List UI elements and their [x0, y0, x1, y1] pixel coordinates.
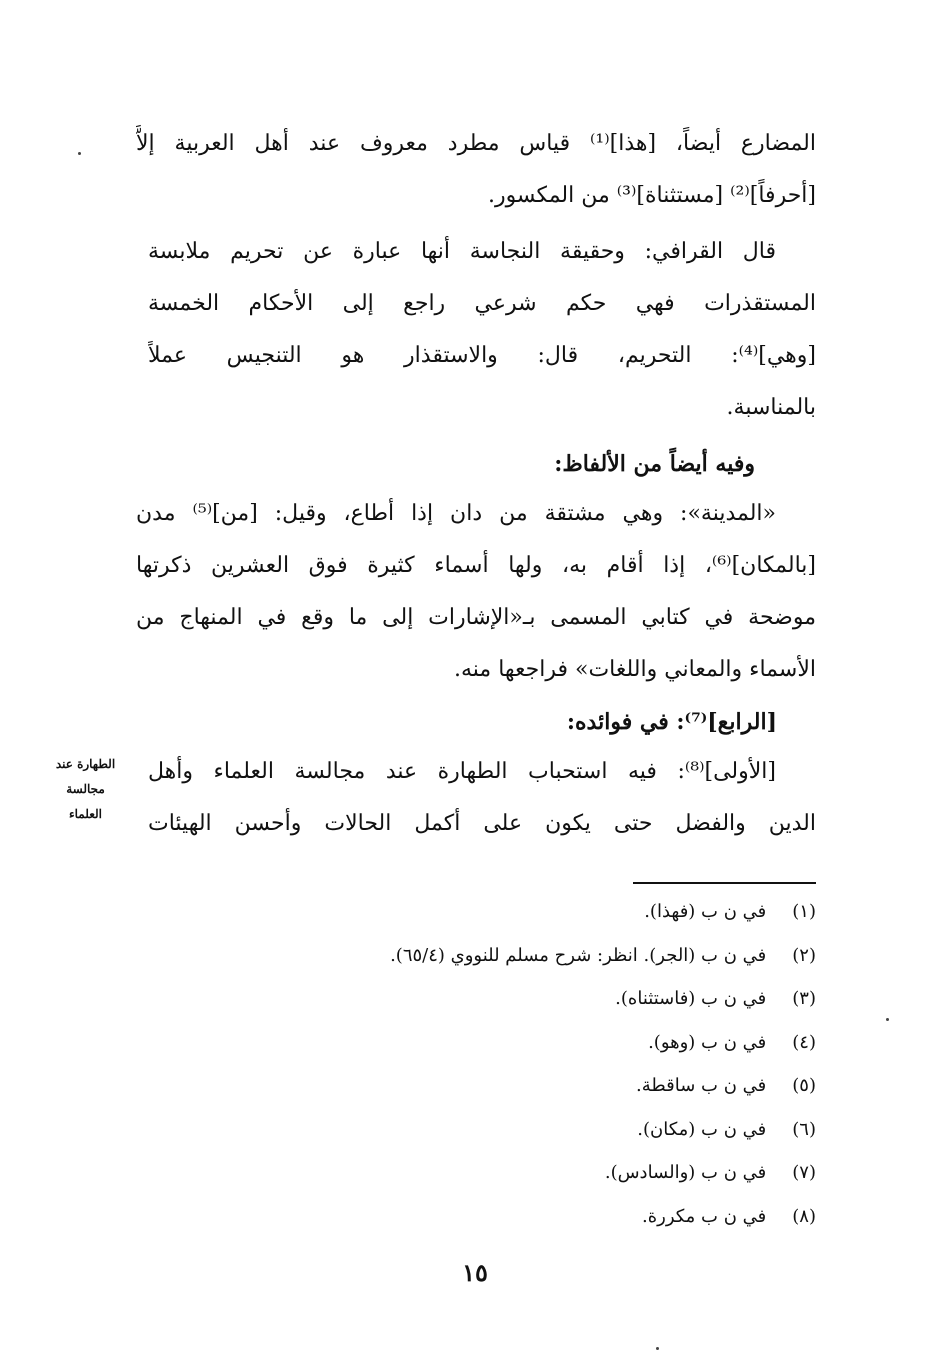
body-line: موضحة في كتابي المسمى بـ«الإشارات إلى ما وقع في المنهاج من [136, 605, 816, 630]
footnote-number: (٥) [792, 1075, 816, 1096]
margin-note-line: مجالسة [66, 782, 105, 796]
footnote-number: (١) [792, 901, 816, 922]
body-line: بالمناسبة. [726, 395, 816, 420]
paragraph-first-benefit [148, 746, 816, 850]
scan-speck [656, 1347, 659, 1350]
footnote-text: في ن ب (وهو). [648, 1031, 767, 1053]
footnote-item [390, 934, 816, 978]
footnote-item [390, 1195, 816, 1239]
footnote-item [390, 977, 816, 1021]
body-line: [أحرفاً]⁽²⁾ [مستثناة]⁽³⁾ من المكسور. [487, 183, 816, 208]
footnote-item [390, 1108, 816, 1152]
footnote-item [390, 1064, 816, 1108]
footnote-text: في ن ب (مكان). [637, 1118, 767, 1140]
body-line: قال القرافي: وحقيقة النجاسة أنها عبارة عن تحريم ملابسة [148, 239, 776, 264]
heading-text: [الرابع]⁽⁷⁾: في فوائده: [566, 709, 777, 735]
paragraph-plural-rule [136, 118, 816, 222]
footnote-number: (٦) [792, 1118, 816, 1140]
body-line: [وهي]⁽⁴⁾: التحريم، قال: والاستقذار هو التنجيس عملاً [148, 343, 816, 368]
body-line: «المدينة»: وهي مشتقة من دان إذا أطاع، وقيل: [من]⁽⁵⁾ مدن [136, 501, 776, 526]
footnote-text: في ن ب (فاستثناه). [615, 988, 767, 1009]
footnote-text: في ن ب (الجر). انظر: شرح مسلم للنووي (٦٥/٤). [390, 944, 767, 966]
footnotes [390, 890, 816, 1238]
body-line: المضارع أيضاً، [هذا]⁽¹⁾ قياس مطرد معروف عند أهل العربية إلاَّ [136, 131, 816, 156]
body-line: [الأولى]⁽⁸⁾: فيه استحباب الطهارة عند مجالسة العلماء وأهل [148, 759, 776, 784]
footnote-text: في ن ب ساقطة. [636, 1075, 767, 1096]
scan-speck [78, 152, 81, 155]
footnote-text: في ن ب (فهذا). [644, 901, 767, 922]
footnote-item [390, 890, 816, 934]
page-number: ١٥ [462, 1258, 488, 1287]
footnote-separator [633, 882, 816, 884]
margin-note-line: الطهارة عند [55, 757, 116, 771]
footnote-item [390, 1021, 816, 1065]
paragraph-qarafi [148, 226, 816, 434]
body-line: الأسماء والمعاني واللغات» فراجعها منه. [453, 657, 816, 682]
margin-note-line: العلماء [69, 807, 102, 821]
footnote-number: (٨) [792, 1205, 816, 1227]
margin-note [38, 752, 133, 827]
heading-text: وفيه أيضاً من الألفاظ: [554, 451, 755, 477]
body-line: [بالمكان]⁽⁶⁾، إذا أقام به، ولها أسماء كثيرة فوق العشرين ذكرتها [136, 553, 816, 578]
footnote-number: (٧) [792, 1162, 816, 1183]
body-line: المستقذرات فهي حكم شرعي راجع إلى الأحكام الخمسة [148, 291, 816, 316]
footnote-text: في ن ب (والسادس). [604, 1162, 767, 1183]
footnote-item [390, 1151, 816, 1195]
body-line: الدين والفضل حتى يكون على أكمل الحالات وأحسن الهيئات [148, 811, 816, 836]
footnote-number: (٤) [792, 1031, 816, 1053]
footnote-number: (٢) [792, 944, 816, 966]
section-heading-fourth [357, 696, 777, 748]
footnote-text: في ن ب مكررة. [641, 1205, 767, 1227]
paragraph-madina [136, 488, 816, 696]
section-heading-words [335, 438, 755, 490]
scan-speck [886, 1018, 889, 1021]
footnote-number: (٣) [792, 988, 816, 1009]
